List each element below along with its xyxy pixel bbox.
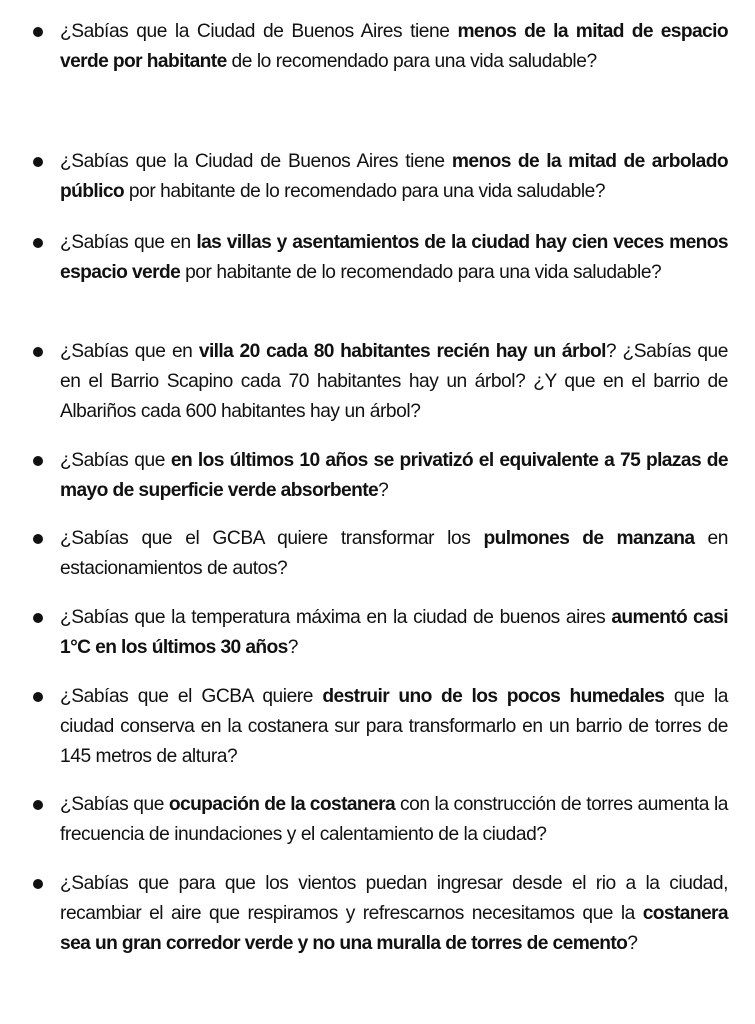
list-item-text bbox=[60, 147, 728, 207]
text-segment: ¿Sabías que para que los vientos puedan ingresar desde el rio a la ciudad, recambiar el aire que respiramos y refrescarnos necesitamos que la bbox=[60, 873, 728, 924]
text-segment-bold: costanera sea un gran corredor verde y no una muralla de torres de cemento bbox=[60, 903, 728, 954]
list-item-text bbox=[60, 524, 728, 584]
text-segment-bold: menos de la mitad de arbolado público bbox=[60, 151, 728, 202]
bullet-icon bbox=[33, 800, 43, 810]
text-segment: ¿Sabías que la temperatura máxima en la ciudad de buenos aires bbox=[60, 607, 612, 628]
text-segment: ? ¿Sabías que en el Barrio Scapino cada 70 habitantes hay un árbol? ¿Y que en el barrio de Albariños cada 600 habitantes hay un árbol? bbox=[60, 341, 728, 422]
list-item-text bbox=[60, 603, 728, 663]
text-segment: por habitante de lo recomendado para una vida saludable? bbox=[124, 181, 606, 202]
text-segment: ¿Sabías que la Ciudad de Buenos Aires tiene bbox=[60, 151, 452, 172]
list-item-text bbox=[60, 228, 728, 288]
text-segment: de lo recomendado para una vida saludable? bbox=[226, 51, 597, 72]
list-item-text bbox=[60, 337, 728, 427]
text-segment-bold: las villas y asentamientos de la ciudad hay cien veces menos espacio verde bbox=[60, 232, 728, 283]
text-segment: ? bbox=[287, 637, 298, 658]
text-segment-bold: aumentó casi 1°C en los últimos 30 años bbox=[60, 607, 729, 658]
bullet-icon bbox=[33, 879, 43, 889]
text-segment-bold: pulmones de manzana bbox=[483, 528, 695, 549]
text-segment: ¿Sabías que bbox=[60, 450, 171, 471]
bullet-icon bbox=[33, 534, 43, 544]
list-item-text bbox=[60, 17, 728, 77]
text-segment: ¿Sabías que en bbox=[60, 232, 197, 253]
text-segment-bold: ocupación de la costanera bbox=[168, 794, 396, 815]
text-segment: en estacionamientos de autos? bbox=[60, 528, 728, 579]
text-segment: ¿Sabías que el GCBA quiere transformar los bbox=[60, 528, 484, 549]
bullet-icon bbox=[33, 613, 43, 623]
bullet-icon bbox=[33, 456, 43, 466]
bullet-icon bbox=[33, 238, 43, 248]
list-item-text bbox=[60, 869, 728, 959]
bullet-icon bbox=[33, 692, 43, 702]
text-segment-bold: menos de la mitad de espacio verde por habitante bbox=[60, 21, 728, 72]
list-item-text bbox=[60, 446, 728, 506]
text-segment: ¿Sabías que el GCBA quiere bbox=[60, 686, 323, 707]
text-segment: ¿Sabías que bbox=[60, 794, 169, 815]
text-segment: por habitante de lo recomendado para una vida saludable? bbox=[180, 262, 662, 283]
bullet-icon bbox=[33, 157, 43, 167]
text-segment: ¿Sabías que la Ciudad de Buenos Aires tiene bbox=[60, 21, 458, 42]
text-segment-bold: destruir uno de los pocos humedales bbox=[322, 686, 665, 707]
text-segment: ¿Sabías que en bbox=[60, 341, 199, 362]
list-item-text bbox=[60, 682, 728, 772]
bullet-icon bbox=[33, 27, 43, 37]
bullet-icon bbox=[33, 347, 43, 357]
text-segment: ? bbox=[627, 933, 638, 954]
text-segment: que la ciudad conserva en la costanera sur para transformarlo en un barrio de torres de 145 metros de altura? bbox=[60, 686, 728, 767]
text-segment-bold: en los últimos 10 años se privatizó el equivalente a 75 plazas de mayo de superficie verde absorbente bbox=[60, 450, 729, 501]
text-segment: con la construcción de torres aumenta la frecuencia de inundaciones y el calentamiento de la ciudad? bbox=[60, 794, 728, 845]
text-segment-bold: villa 20 cada 80 habitantes recién hay un árbol bbox=[198, 341, 606, 362]
text-segment: ? bbox=[378, 480, 389, 501]
list-item-text bbox=[60, 790, 728, 850]
